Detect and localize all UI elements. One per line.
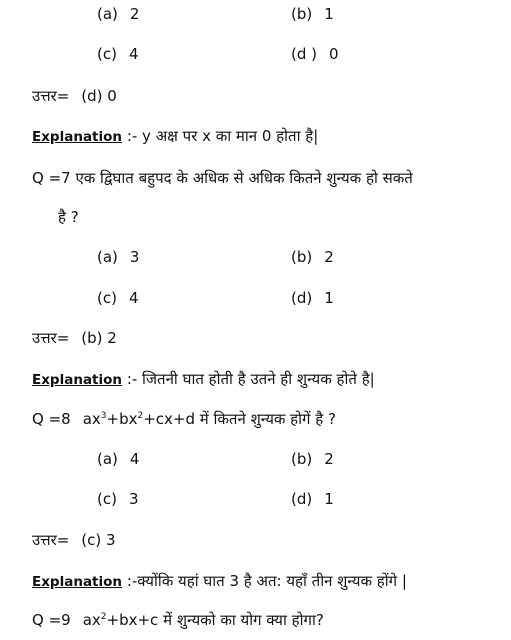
option-c: (c) 4 <box>97 289 139 307</box>
explanation-line: Explanation :- जितनी घात होती है उतने ही शुन्यक होते है| <box>32 370 375 388</box>
option-d: (d) 1 <box>291 289 334 307</box>
answer-line: उत्तर= (d) 0 <box>32 87 117 105</box>
question-7-text: Q =7 एक द्विघात बहुपद के अधिक से अधिक कितने शुन्यक हो सकते <box>32 169 413 187</box>
option-b: (b) 2 <box>291 248 334 266</box>
option-a: (a) 3 <box>97 248 140 266</box>
option-c: (c) 4 <box>97 45 139 63</box>
option-a: (a) 4 <box>97 450 140 468</box>
explanation-label: Explanation <box>32 129 123 145</box>
option-b: (b) 2 <box>291 450 334 468</box>
option-a: (a) 2 <box>97 5 140 23</box>
option-b: (b) 1 <box>291 5 334 23</box>
explanation-line: Explanation :- y अक्ष पर x का मान 0 होता है| <box>32 127 319 145</box>
explanation-label: Explanation <box>32 372 123 388</box>
explanation-label: Explanation <box>32 574 123 590</box>
polynomial: $ax^2+bx+c$ <box>82 611 159 629</box>
polynomial: $ax^3+bx^2+cx+d$ <box>82 410 195 428</box>
answer-line: उत्तर= (c) 3 <box>32 531 116 549</box>
explanation-line: Explanation :-क्योंकि यहां घात 3 है अत: यहाँ तीन शुन्यक होंगे | <box>32 572 407 590</box>
answer-line: उत्तर= (b) 2 <box>32 329 117 347</box>
question-9-text: Q =9 $ax^2+bx+c$ में शुन्यको का योग क्या होगा? <box>32 611 324 629</box>
question-8-text: Q =8 $ax^3+bx^2+cx+d$ में कितने शुन्यक होगें है ? <box>32 410 336 428</box>
option-c: (c) 3 <box>97 490 139 508</box>
option-d: (d ) 0 <box>291 45 339 63</box>
option-d: (d) 1 <box>291 490 334 508</box>
question-7-text-cont: है ? <box>58 208 79 226</box>
